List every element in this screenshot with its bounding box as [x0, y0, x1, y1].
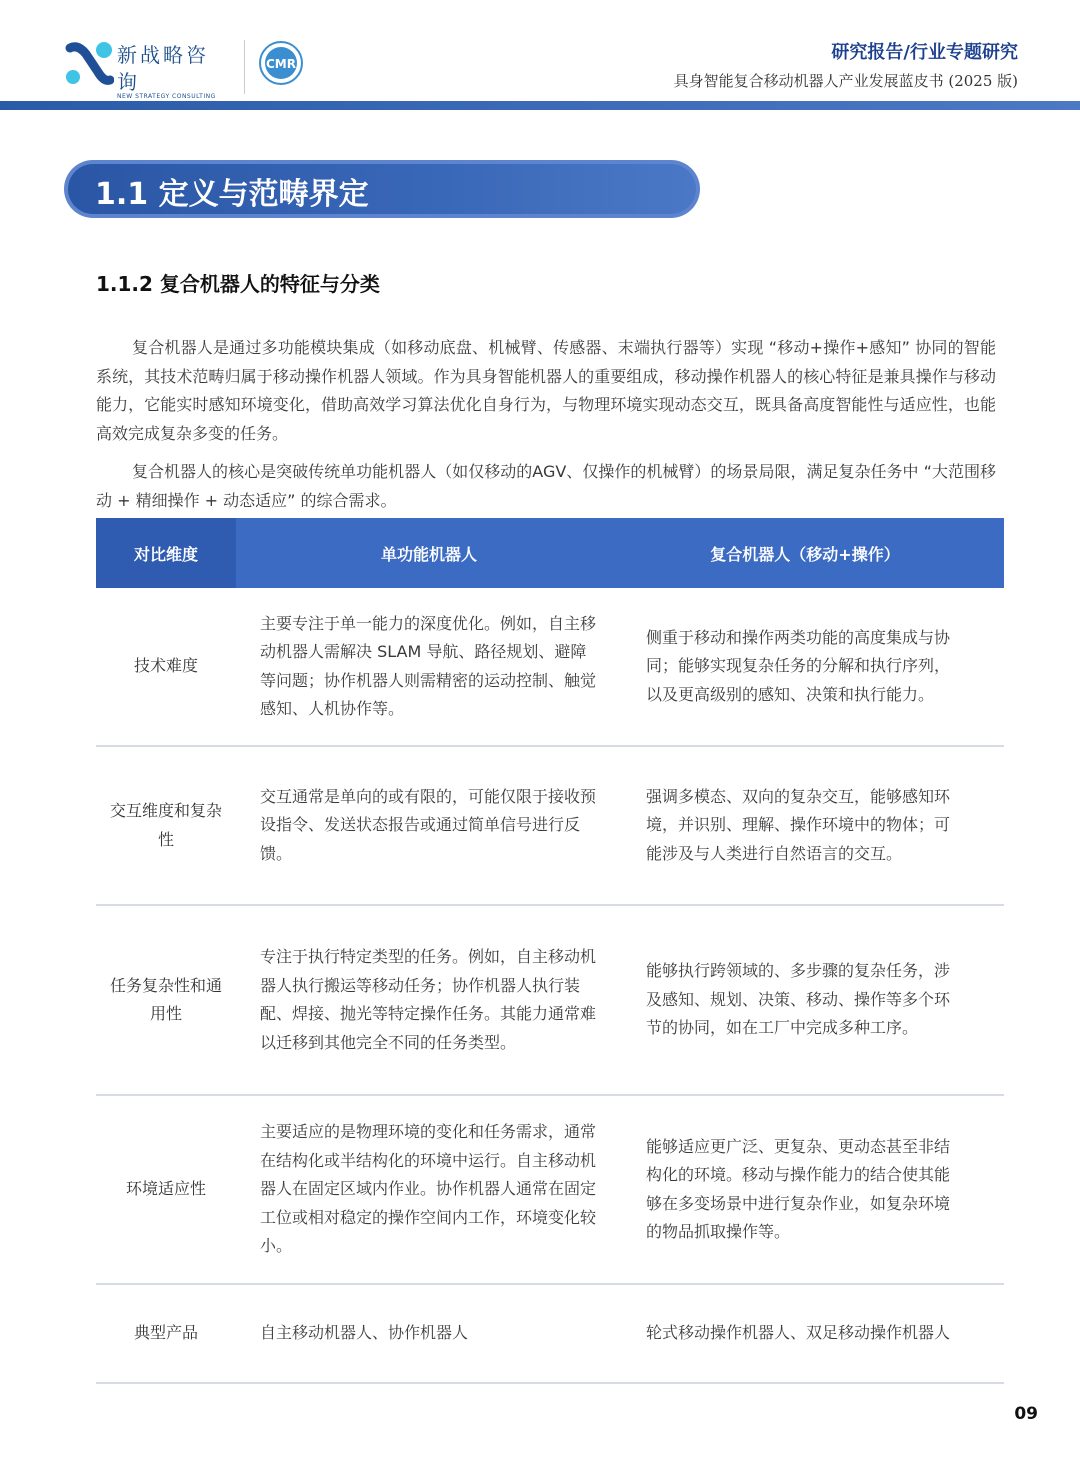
header-bar: [0, 101, 1080, 110]
logo-divider: [244, 40, 245, 94]
row-single: 专注于执行特定类型的任务。例如，自主移动机器人执行搬运等移动任务；协作机器人执行装配、焊接、抛光等特定操作任务。其能力通常难以迁移到其他完全不同的任务类型。: [260, 947, 597, 1052]
table-row: [96, 1285, 1004, 1384]
row-dimension: 交互维度和复杂性: [109, 801, 222, 849]
logo-subtext: NEW STRATEGY CONSULTING: [117, 93, 216, 100]
header-dimension: 对比维度: [96, 518, 236, 588]
report-type-title: 研究报告/行业专题研究: [831, 42, 1018, 63]
row-single: 主要适应的是物理环境的变化和任务需求，通常在结构化或半结构化的环境中运行。自主移动机器人在固定区域内作业。协作机器人通常在固定工位或相对稳定的操作空间内工作，环境变化较小。: [260, 1122, 597, 1256]
report-name: 具身智能复合移动机器人产业发展蓝皮书 (2025 版): [673, 72, 1018, 90]
header-composite: 复合机器人（移动+操作）: [710, 544, 900, 564]
section-title: 1.1 定义与范畴界定: [95, 177, 369, 212]
table-row: [96, 906, 1004, 1096]
logo-text: 新战略咨询: [117, 43, 209, 94]
row-dimension: 技术难度: [133, 656, 198, 676]
paragraph-1: 复合机器人是通过多功能模块集成（如移动底盘、机械臂、传感器、末端执行器等）实现 “移动+操作+感知” 协同的智能系统，其技术范畴归属于移动操作机器人领域。作为具身智能机器人的重要组成，移动操作机器人的核心特征是兼具操作与移动能力，它能实时感知环境变化，借助高效学习算法优化自身行为，与物理环境实现动态交互，既具备高度智能性与适应性，也能高效完成复杂多变的任务。: [96, 338, 996, 443]
row-dimension: 任务复杂性和通用性: [109, 975, 222, 1023]
cmr-seal-icon: [258, 40, 304, 86]
paragraph-2: 复合机器人的核心是突破传统单功能机器人（如仅移动的AGV、仅操作的机械臂）的场景局限，满足复杂任务中 “大范围移动 + 精细操作 + 动态适应” 的综合需求。: [96, 462, 996, 510]
table-row: [96, 588, 1004, 747]
row-composite: 能够执行跨领域的、多步骤的复杂任务，涉及感知、规划、决策、移动、操作等多个环节的协同，如在工厂中完成多种工序。: [646, 961, 951, 1038]
row-composite: 侧重于移动和操作两类功能的高度集成与协同；能够实现复杂任务的分解和执行序列，以及更高级别的感知、决策和执行能力。: [646, 627, 951, 704]
row-single: 主要专注于单一能力的深度优化。例如，自主移动机器人需解决 SLAM 导航、路径规划、避障等问题；协作机器人则需精密的运动控制、触觉感知、人机协作等。: [260, 613, 597, 718]
comparison-table: [96, 518, 1004, 1384]
header-single: 单功能机器人: [380, 544, 477, 564]
page-header: [0, 0, 1080, 104]
table-header: [96, 518, 1004, 588]
row-single: 交互通常是单向的或有限的，可能仅限于接收预设指令、发送状态报告或通过简单信号进行反馈。: [260, 786, 597, 863]
table-row: [96, 747, 1004, 906]
seal-text: CMR: [266, 57, 296, 71]
new-strategy-logo-icon: [64, 40, 114, 86]
table-row: [96, 1096, 1004, 1285]
page-number: 09: [1014, 1404, 1038, 1424]
row-composite: 能够适应更广泛、更复杂、更动态甚至非结构化的环境。移动与操作能力的结合使其能够在多变场景中进行复杂作业，如复杂环境的物品抓取操作等。: [646, 1136, 951, 1241]
row-composite: 轮式移动操作机器人、双足移动操作机器人: [646, 1323, 951, 1343]
row-dimension: 典型产品: [133, 1323, 198, 1343]
row-dimension: 环境适应性: [125, 1179, 206, 1199]
row-single: 自主移动机器人、协作机器人: [260, 1323, 469, 1343]
subsection-title: 1.1.2 复合机器人的特征与分类: [96, 272, 380, 296]
row-composite: 强调多模态、双向的复杂交互，能够感知环境，并识别、理解、操作环境中的物体；可能涉及与人类进行自然语言的交互。: [646, 786, 951, 863]
